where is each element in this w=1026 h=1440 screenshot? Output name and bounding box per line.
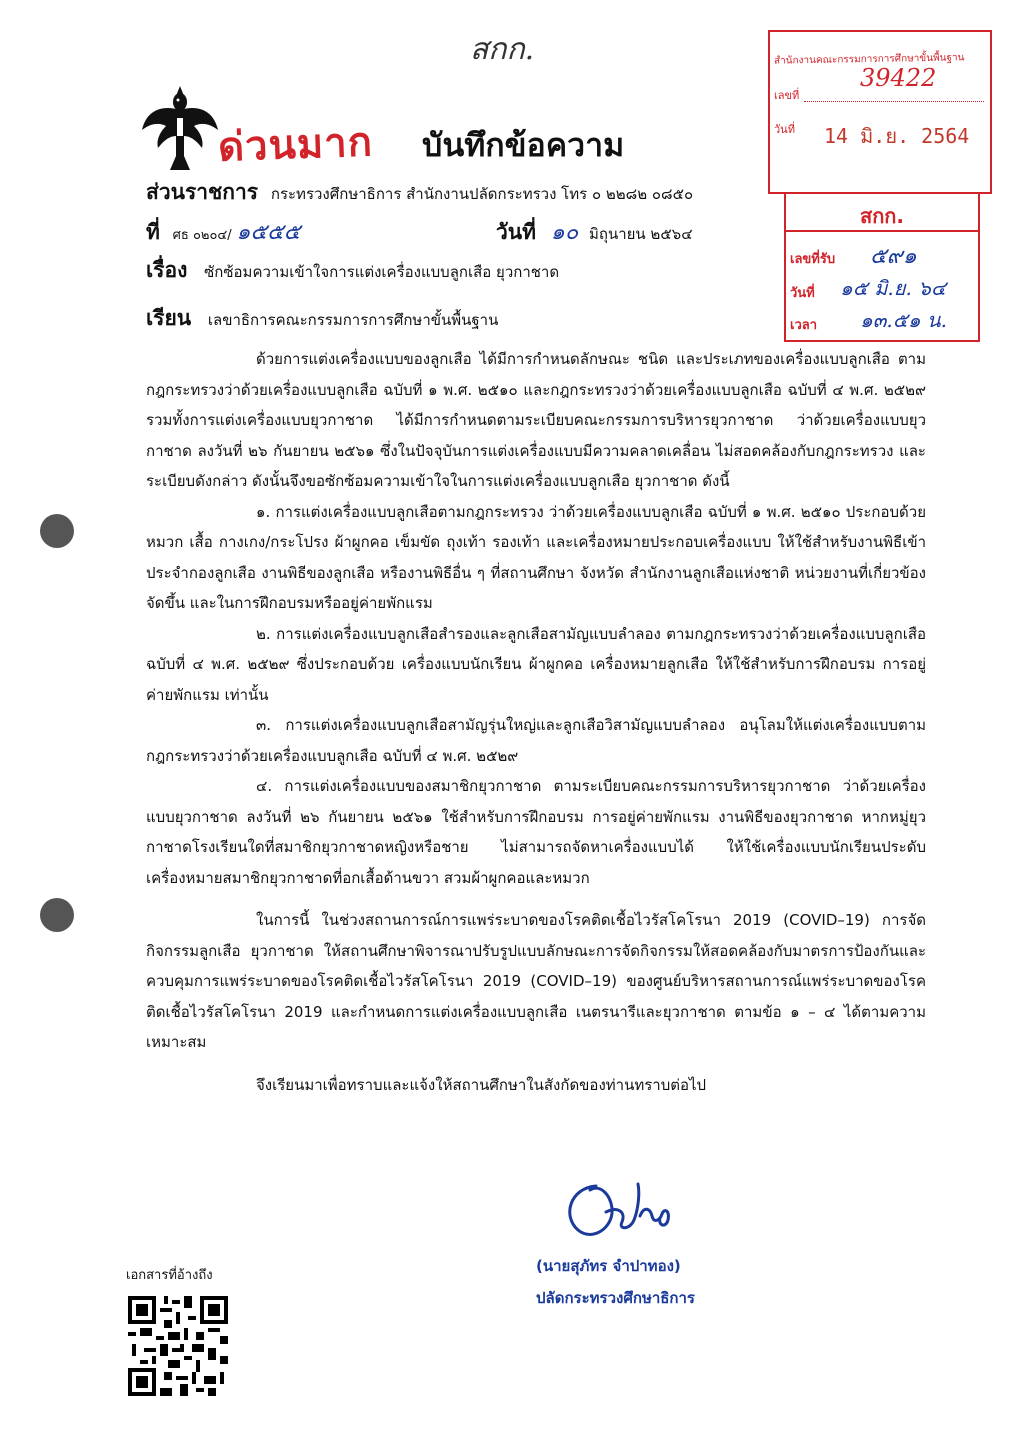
ref-number: ๑๕๕๕ [236,220,301,245]
receipt-stamp-division [784,192,980,342]
item-2-paragraph: ๒. การแต่งเครื่องแบบลูกเสือสำรองและลูกเสือสามัญแบบลำลอง ตามกฎกระทรวงว่าด้วยเครื่องแบบลูกเสือ ฉบับที่ ๔ พ.ศ. ๒๕๒๙ ซึ่งประกอบด้วย เครื่องแบบนักเรียน ผ้าผูกคอ เครื่องหมายลูกเสือ ให้ใช้สำหรับการฝึกอบรม การอยู่ค่ายพักแรม เท่านั้น [146,624,926,704]
punch-hole-lower [40,898,74,932]
date-rest: มิถุนายน ๒๕๖๔ [588,225,693,243]
subject-line [146,254,559,287]
memo-title: บันทึกข้อความ [422,126,625,164]
qr-code-icon[interactable] [128,1296,228,1396]
signatory-position: ปลัดกระทรวงศึกษาธิการ [536,1289,695,1307]
stamp-division-recv-label: เลขที่รับ [790,252,836,267]
stamp-office-date-label: วันที่ [774,123,795,136]
stamp-division-time-label: เวลา [790,318,818,333]
stamp-office-no-value: 39422 [860,64,937,92]
date-line [496,214,693,249]
item-1-paragraph: ๑. การแต่งเครื่องแบบลูกเสือตามกฎกระทรวง ว่าด้วยเครื่องแบบลูกเสือ ฉบับที่ ๑ พ.ศ. ๒๕๑๐ ประกอบด้วย หมวก เสื้อ กางเกง/กระโปรง ผ้าผูกคอ เข็มขัด ถุงเท้า รองเท้า และเครื่องหมายประกอบเครื่องแบบ ให้ใช้สำหรับงานพิธีเข้าประจำกองลูกเสือ งานพิธีของลูกเสือ หรืองานพิธีอื่น ๆ ที่สถานศึกษา จังหวัด สำนักงานลูกเสือแห่งชาติ หน่วยงานที่เกี่ยวข้องจัดขึ้น และในการฝึกอบรมหรืออยู่ค่ายพักแรม [146,502,926,612]
subject-label: เรื่อง [146,258,188,282]
punch-hole-upper [40,514,74,548]
stamp-office-org: สำนักงานคณะกรรมการการศึกษาขั้นพื้นฐาน [773,52,965,67]
ref-label: ที่ [146,220,160,244]
memo-body [146,344,926,1100]
reference-line [146,214,300,249]
to-label: เรียน [146,306,192,330]
agency-value: กระทรวงศึกษาธิการ สำนักงานปลัดกระทรวง โทร ๐ ๒๒๘๒ ๐๘๕๐ [270,185,694,203]
subject-value: ซักซ้อมความเข้าใจการแต่งเครื่องแบบลูกเสือ ยุวกาชาด [204,263,560,281]
reference-label: เอกสารที่อ้างถึง [126,1268,213,1283]
covid-paragraph: ในการนี้ ในช่วงสถานการณ์การแพร่ระบาดของโรคติดเชื้อไวรัสโคโรนา 2019 (COVID–19) การจัดกิจกรรมลูกเสือ ยุวกาชาด ให้สถานศึกษาพิจารณาปรับรูปแบบลักษณะการจัดกิจกรรมให้สอดคล้องกับมาตรการป้องกันและควบคุมการแพร่ระบาดของโรคติดเชื้อไวรัสโคโรนา 2019 (COVID–19) ของศูนย์บริหารสถานการณ์แพร่ระบาดของโรคติดเชื้อไวรัสโคโรนา 2019 และกำหนดการแต่งเครื่องแบบลูกเสือ เนตรนารีและยุวกาชาด ตามข้อ ๑ – ๔ ได้ตามความเหมาะสม [146,911,926,1051]
salutation-line [146,302,498,335]
agency-label: ส่วนราชการ [146,180,259,204]
item-3-paragraph: ๓. การแต่งเครื่องแบบลูกเสือสามัญรุ่นใหญ่และลูกเสือวิสามัญแบบลำลอง อนุโลมให้แต่งเครื่องแบบตามกฎกระทรวงว่าด้วยเครื่องแบบลูกเสือ ฉบับที่ ๔ พ.ศ. ๒๕๒๙ [146,716,926,765]
stamp-division-date-value: ๑๕ มิ.ย. ๖๔ [840,276,946,300]
garuda-emblem-icon [140,84,220,174]
closing-paragraph: จึงเรียนมาเพื่อทราบและแจ้งให้สถานศึกษาในสังกัดของท่านทราบต่อไป [256,1075,707,1094]
handwritten-note-top: สกก. [470,32,535,67]
stamp-division-recv-value: ๕๙๑ [870,244,917,269]
date-day: ๑๐ [550,220,579,245]
item-4-paragraph: ๔. การแต่งเครื่องแบบของสมาชิกยุวกาชาด ตามระเบียบคณะกรรมการบริหารยุวกาชาด ว่าด้วยเครื่องแบบยุวกาชาด ลงวันที่ ๒๖ กันยายน ๒๕๖๑ ใช้สำหรับการฝึกอบรม การอยู่ค่ายพักแรม งานพิธีของยุวกาชาด หากหมู่ยุวกาชาดโรงเรียนใดที่สมาชิกยุวกาชาดหญิงหรือชาย ไม่สามารถจัดหาเครื่องแบบได้ ให้ใช้เครื่องแบบนักเรียนประดับเครื่องหมายสมาชิกยุวกาชาดที่อกเสื้อด้านขวา สวมผ้าผูกคอและหมวก [146,777,926,887]
urgency-stamp: ด่วนมาก [217,119,374,171]
intro-paragraph: ด้วยการแต่งเครื่องแบบของลูกเสือ ได้มีการกำหนดลักษณะ ชนิด และประเภทของเครื่องแบบลูกเสือ ตามกฎกระทรวงว่าด้วยเครื่องแบบลูกเสือ ฉบับที่ ๑ พ.ศ. ๒๕๑๐ และกฎกระทรวงว่าด้วยเครื่องแบบลูกเสือ ฉบับที่ ๔ พ.ศ. ๒๕๒๙ รวมทั้งการแต่งเครื่องแบบยุวกาชาด ได้มีการกำหนดตามระเบียบคณะกรรมการบริหารยุวกาชาด ว่าด้วยเครื่องแบบยุวกาชาด ลงวันที่ ๒๖ กันยายน ๒๕๖๑ ซึ่งในปัจจุบันการแต่งเครื่องแบบมีความคลาดเคลื่อน ไม่สอดคล้องกับกฎกระทรวง และระเบียบดังกล่าว ดังนั้นจึงขอซักซ้อมความเข้าใจในการแต่งเครื่องแบบลูกเสือ ยุวกาชาด ดังนี้ [146,350,926,490]
date-label: วันที่ [496,220,536,244]
agency-line [146,176,693,209]
stamp-office-no-label: เลขที่ [774,89,800,102]
stamp-division-title: สกก. [859,204,905,228]
receipt-stamp-office [768,30,992,194]
stamp-division-date-label: วันที่ [790,286,815,301]
signatory-name: (นายสุภัทร จำปาทอง) [536,1257,681,1275]
ref-prefix: ศธ ๐๒๐๔/ [172,228,232,243]
stamp-division-time-value: ๑๓.๕๑ น. [860,308,947,332]
signature-scribble [556,1176,676,1246]
to-value: เลขาธิการคณะกรรมการการศึกษาขั้นพื้นฐาน [207,311,499,329]
stamp-office-date-value: 14 มิ.ย. 2564 [824,124,970,148]
